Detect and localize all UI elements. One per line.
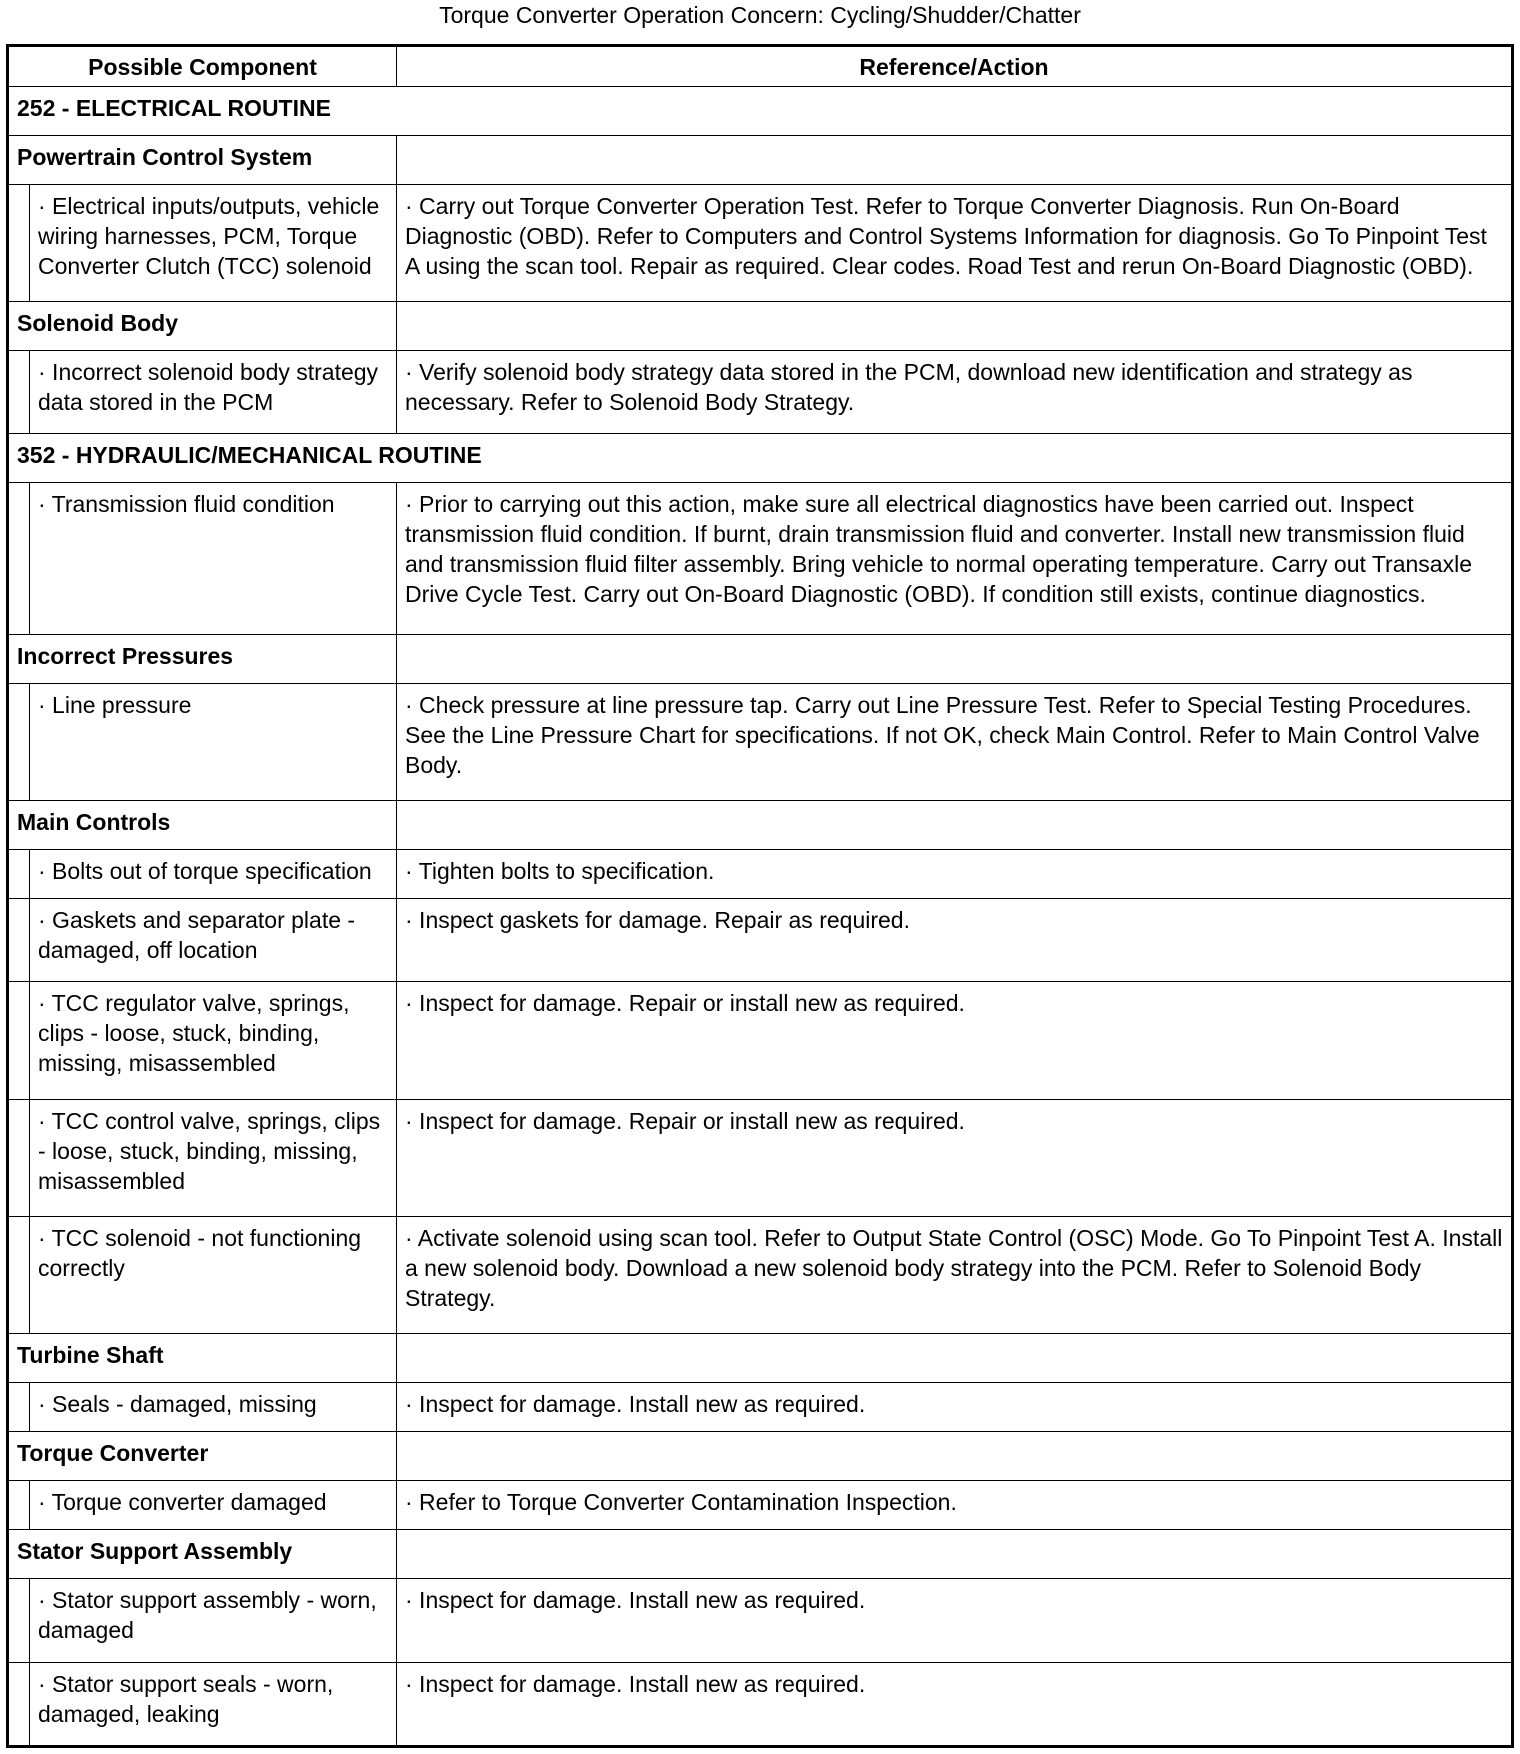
table-row: [8, 351, 1513, 434]
table-row: [8, 1099, 1513, 1216]
indent-cell: [8, 483, 30, 635]
component-cell: · Bolts out of torque specification: [30, 850, 397, 899]
action-cell: · Verify solenoid body strategy data stored in the PCM, download new identification and strategy as necessary. Refer to Solenoid Body Strategy.: [397, 351, 1513, 434]
indent-cell: [8, 1481, 30, 1530]
indent-cell: [8, 1579, 30, 1662]
section-label: Stator Support Assembly: [8, 1530, 397, 1579]
action-cell: · Carry out Torque Converter Operation Test. Refer to Torque Converter Diagnosis. Run On-Board Diagnostic (OBD). Refer to Computers and Control Systems Information for diagnosis. Go To Pinpoint Test A using the scan tool. Repair as required. Clear codes. Road Test and rerun On-Board Diagnostic (OBD).: [397, 184, 1513, 301]
indent-cell: [8, 1383, 30, 1432]
action-cell: · Tighten bolts to specification.: [397, 850, 1513, 899]
section-empty-cell: [397, 1432, 1513, 1481]
section-row: [8, 801, 1513, 850]
action-cell: · Refer to Torque Converter Contamination Inspection.: [397, 1481, 1513, 1530]
action-cell: · Inspect for damage. Install new as required.: [397, 1662, 1513, 1746]
table-header-row: [8, 46, 1513, 87]
component-cell: · Stator support seals - worn, damaged, leaking: [30, 1662, 397, 1746]
section-label: Solenoid Body: [8, 302, 397, 351]
table-row: [8, 1579, 1513, 1662]
indent-cell: [8, 850, 30, 899]
indent-cell: [8, 1662, 30, 1746]
action-cell: · Inspect for damage. Install new as required.: [397, 1579, 1513, 1662]
indent-cell: [8, 899, 30, 982]
action-cell: · Inspect gaskets for damage. Repair as required.: [397, 899, 1513, 982]
section-label: Powertrain Control System: [8, 135, 397, 184]
section-row: [8, 1530, 1513, 1579]
section-empty-cell: [397, 634, 1513, 683]
routine-label: 352 - HYDRAULIC/MECHANICAL ROUTINE: [8, 434, 1513, 483]
table-row: [8, 1662, 1513, 1746]
table-row: [8, 1383, 1513, 1432]
section-empty-cell: [397, 1334, 1513, 1383]
action-cell: · Check pressure at line pressure tap. Carry out Line Pressure Test. Refer to Special Testing Procedures. See the Line Pressure Chart for specifications. If not OK, check Main Control. Refer to Main Control Valve Body.: [397, 683, 1513, 800]
section-row: [8, 302, 1513, 351]
table-row: [8, 1217, 1513, 1334]
component-cell: · Gaskets and separator plate - damaged, off location: [30, 899, 397, 982]
routine-label: 252 - ELECTRICAL ROUTINE: [8, 87, 1513, 136]
indent-cell: [8, 184, 30, 301]
indent-cell: [8, 982, 30, 1099]
action-cell: · Inspect for damage. Install new as required.: [397, 1383, 1513, 1432]
component-cell: · TCC regulator valve, springs, clips - loose, stuck, binding, missing, misassembled: [30, 982, 397, 1099]
table-row: [8, 982, 1513, 1099]
action-cell: · Prior to carrying out this action, make sure all electrical diagnostics have been carried out. Inspect transmission fluid condition. If burnt, drain transmission fluid and converter. Install new transmission fluid and transmission fluid filter assembly. Bring vehicle to normal operating temperature. Carry out Transaxle Drive Cycle Test. Carry out On-Board Diagnostic (OBD). If condition still exists, continue diagnostics.: [397, 483, 1513, 635]
header-reference-action: Reference/Action: [397, 46, 1513, 87]
section-row: [8, 634, 1513, 683]
table-row: [8, 184, 1513, 301]
table-row: [8, 850, 1513, 899]
action-cell: · Activate solenoid using scan tool. Refer to Output State Control (OSC) Mode. Go To Pinpoint Test A. Install a new solenoid body. Download a new solenoid body strategy into the PCM. Refer to Solenoid Body Strategy.: [397, 1217, 1513, 1334]
document-title: Torque Converter Operation Concern: Cycling/Shudder/Chatter: [439, 2, 1081, 28]
indent-cell: [8, 1099, 30, 1216]
section-row: [8, 1334, 1513, 1383]
component-cell: · Incorrect solenoid body strategy data stored in the PCM: [30, 351, 397, 434]
section-label: Incorrect Pressures: [8, 634, 397, 683]
section-label: Main Controls: [8, 801, 397, 850]
component-cell: · Line pressure: [30, 683, 397, 800]
table-row: [8, 899, 1513, 982]
section-empty-cell: [397, 1530, 1513, 1579]
section-empty-cell: [397, 302, 1513, 351]
routine-row: [8, 434, 1513, 483]
section-row: [8, 135, 1513, 184]
header-possible-component: Possible Component: [8, 46, 397, 87]
indent-cell: [8, 351, 30, 434]
component-cell: · Torque converter damaged: [30, 1481, 397, 1530]
table-row: [8, 483, 1513, 635]
indent-cell: [8, 683, 30, 800]
table-row: [8, 1481, 1513, 1530]
component-cell: · Electrical inputs/outputs, vehicle wiring harnesses, PCM, Torque Converter Clutch (TCC) solenoid: [30, 184, 397, 301]
component-cell: · Transmission fluid condition: [30, 483, 397, 635]
section-label: Turbine Shaft: [8, 1334, 397, 1383]
component-cell: · TCC control valve, springs, clips - loose, stuck, binding, missing, misassembled: [30, 1099, 397, 1216]
component-cell: · Seals - damaged, missing: [30, 1383, 397, 1432]
indent-cell: [8, 1217, 30, 1334]
action-cell: · Inspect for damage. Repair or install new as required.: [397, 1099, 1513, 1216]
action-cell: · Inspect for damage. Repair or install new as required.: [397, 982, 1513, 1099]
diagnosis-table: [6, 44, 1514, 1748]
routine-row: [8, 87, 1513, 136]
section-empty-cell: [397, 135, 1513, 184]
component-cell: · TCC solenoid - not functioning correctly: [30, 1217, 397, 1334]
table-row: [8, 683, 1513, 800]
section-label: Torque Converter: [8, 1432, 397, 1481]
section-row: [8, 1432, 1513, 1481]
component-cell: · Stator support assembly - worn, damaged: [30, 1579, 397, 1662]
section-empty-cell: [397, 801, 1513, 850]
